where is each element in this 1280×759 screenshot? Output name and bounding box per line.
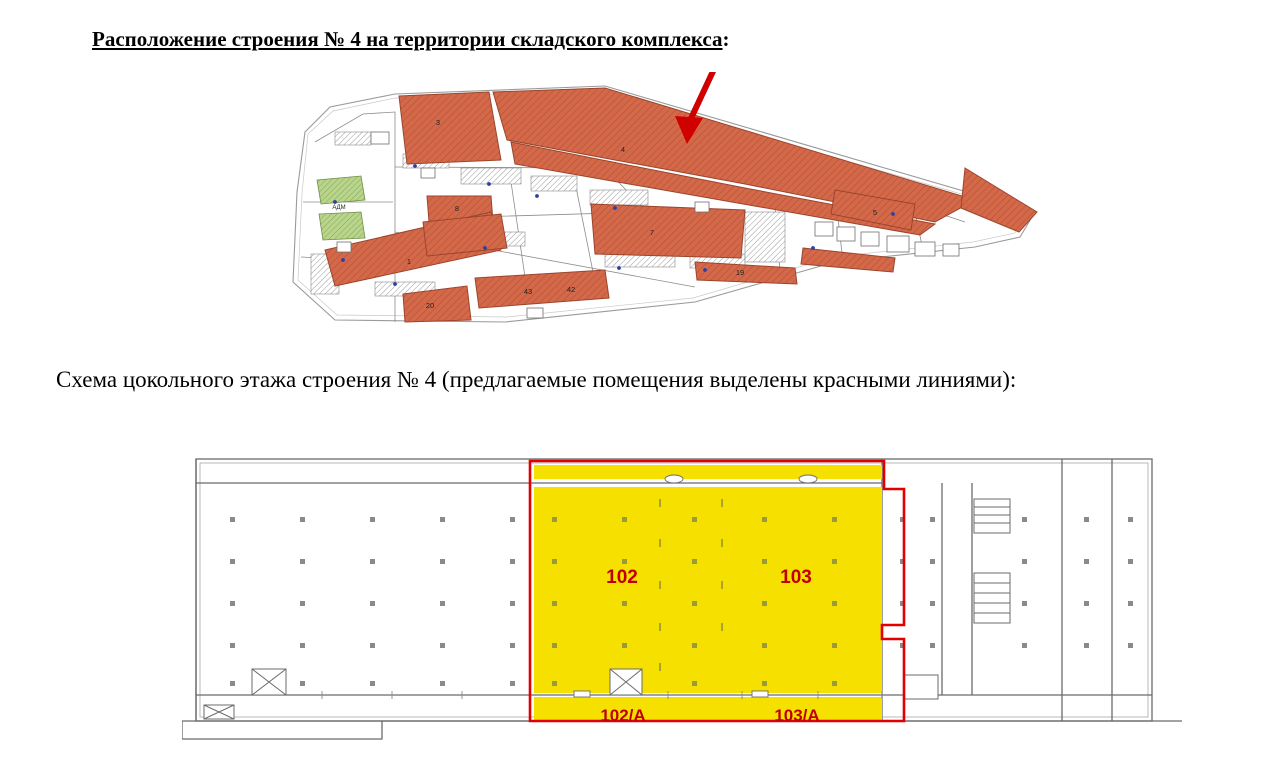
- page-subtitle-floor-plan: Схема цокольного этажа строения № 4 (предлагаемые помещения выделены красными линиями):: [56, 367, 1017, 392]
- site-label-19: 19: [735, 268, 745, 277]
- site-plan: [275, 72, 1045, 337]
- site-label-5: 5: [872, 208, 878, 217]
- site-label-43: 43: [523, 287, 533, 296]
- site-label-42: 42: [566, 285, 576, 294]
- room-label-102: 102: [606, 567, 638, 588]
- site-label-8: 8: [454, 204, 460, 213]
- highlighted-premises: [534, 465, 882, 721]
- site-label-1: 1: [406, 257, 412, 266]
- page-title-site-location-text: Расположение строения № 4 на территории складского комплекса: [92, 27, 723, 51]
- site-label-20: 20: [425, 301, 435, 310]
- page-title-site-location: [92, 27, 730, 52]
- site-label-4: 4: [620, 145, 626, 154]
- room-label-103A: 103/А: [774, 706, 820, 725]
- room-label-102A: 102/А: [600, 706, 646, 725]
- site-label-7: 7: [649, 228, 655, 237]
- column-grid-left: [230, 517, 585, 686]
- page-title-site-location-colon: :: [722, 27, 730, 51]
- site-label-adm: АДМ: [332, 205, 346, 211]
- floor-plan: [182, 443, 1182, 748]
- site-label-3: 3: [435, 118, 441, 127]
- column-grid-right: [900, 517, 1133, 648]
- room-label-103: 103: [780, 567, 812, 588]
